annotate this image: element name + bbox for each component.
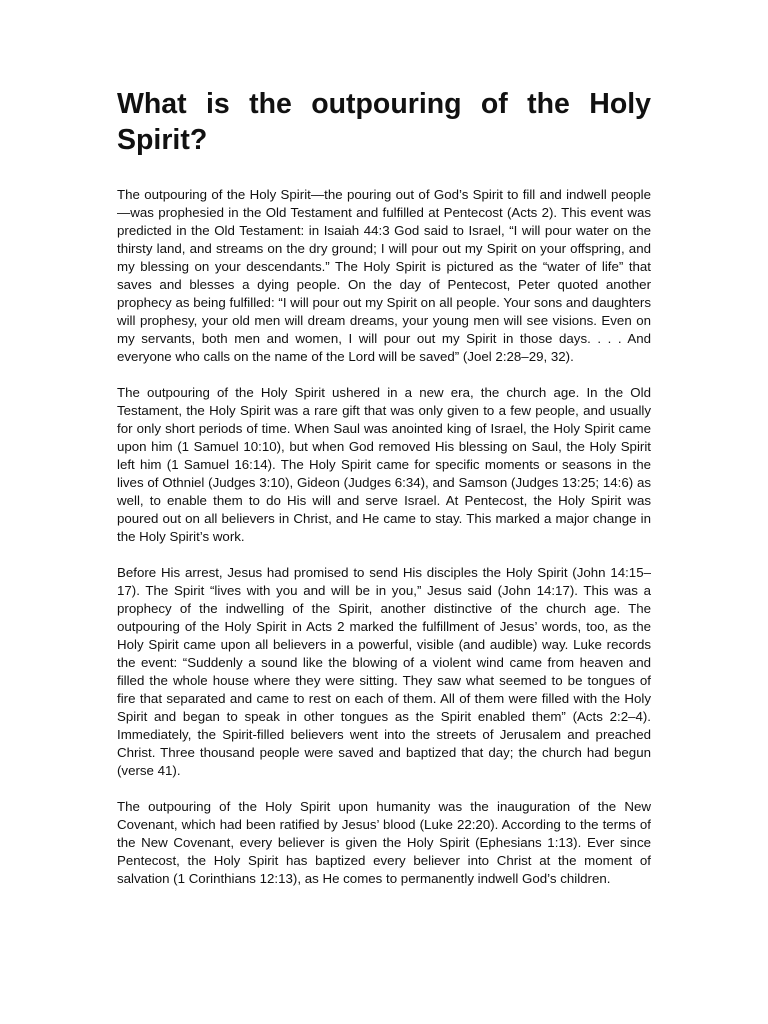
paragraph-2: The outpouring of the Holy Spirit ushered in a new era, the church age. In the Old Testament, the Holy Spirit was a rare gift that was only given to a few people, and usually for only short periods of time. When Saul was anointed king of Israel, the Holy Spirit came upon him (1 Samuel 10:10), but when God removed His blessing on Saul, the Holy Spirit left him (1 Samuel 16:14). The Holy Spirit came for specific moments or seasons in the lives of Othniel (Judges 3:10), Gideon (Judges 6:34), and Samson (Judges 13:25; 14:6) as well, to enable them to do His will and serve Israel. At Pentecost, the Holy Spirit was poured out on all believers in Christ, and He came to stay. This marked a major change in the Holy Spirit’s work.	[117, 385, 651, 544]
document-page	[117, 86, 651, 906]
document-body	[117, 186, 651, 888]
paragraph-4: The outpouring of the Holy Spirit upon humanity was the inauguration of the New Covenant, which had been ratified by Jesus’ blood (Luke 22:20). According to the terms of the New Covenant, every believer is given the Holy Spirit (Ephesians 1:13). Ever since Pentecost, the Holy Spirit has baptized every believer into Christ at the moment of salvation (1 Corinthians 12:13), as He comes to permanently indwell God’s children.	[117, 799, 651, 886]
paragraph-3: Before His arrest, Jesus had promised to send His disciples the Holy Spirit (John 14:15–17). The Spirit “lives with you and will be in you,” Jesus said (John 14:17). This was a prophecy of the indwelling of the Spirit, another distinctive of the church age. The outpouring of the Holy Spirit in Acts 2 marked the fulfillment of Jesus’ words, too, as the Holy Spirit came upon all believers in a powerful, visible (and audible) way. Luke records the event: “Suddenly a sound like the blowing of a violent wind came from heaven and filled the whole house where they were sitting. They saw what seemed to be tongues of fire that separated and came to rest on each of them. All of them were filled with the Holy Spirit and began to speak in other tongues as the Spirit enabled them” (Acts 2:2–4). Immediately, the Spirit-filled believers went into the streets of Jerusalem and preached Christ. Three thousand people were saved and baptized that day; the church had begun (verse 41).	[117, 565, 651, 778]
document-title: What is the outpouring of the Holy Spirit?	[117, 88, 651, 156]
paragraph-1: The outpouring of the Holy Spirit—the pouring out of God’s Spirit to fill and indwell people—was prophesied in the Old Testament and fulfilled at Pentecost (Acts 2). This event was predicted in the Old Testament: in Isaiah 44:3 God said to Israel, “I will pour water on the thirsty land, and streams on the dry ground; I will pour out my Spirit on your offspring, and my blessing on your descendants.” The Holy Spirit is pictured as the “water of life” that saves and blesses a dying people. On the day of Pentecost, Peter quoted another prophecy as being fulfilled: “I will pour out my Spirit on all people. Your sons and daughters will prophesy, your old men will dream dreams, your young men will see visions. Even on my servants, both men and women, I will pour out my Spirit in those days. . . . And everyone who calls on the name of the Lord will be saved” (Joel 2:28–29, 32).	[117, 187, 651, 364]
